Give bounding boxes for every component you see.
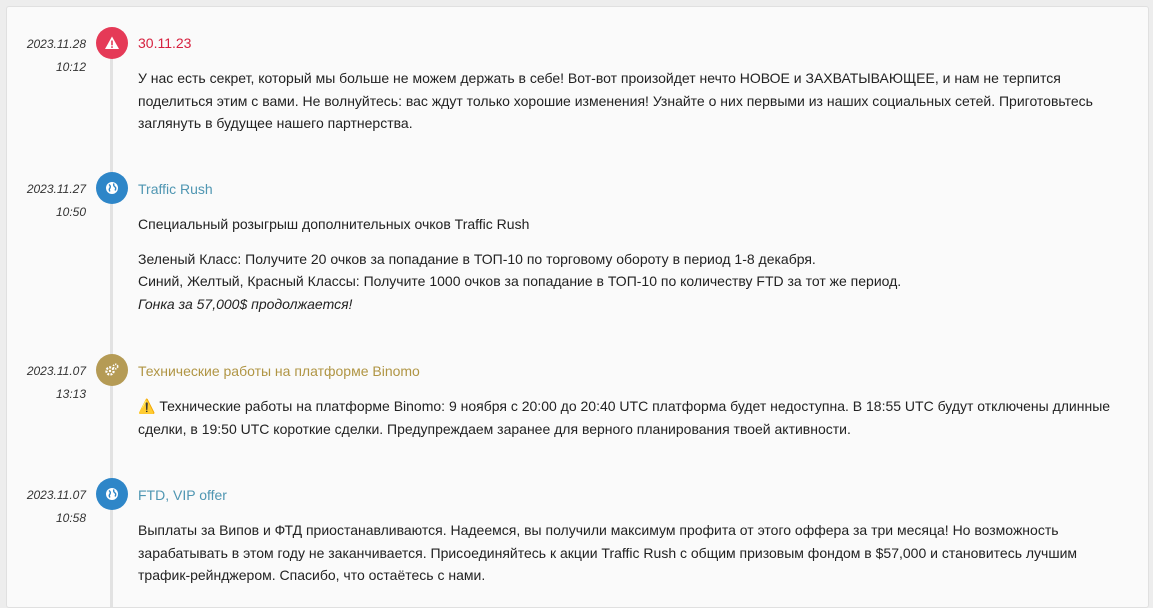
warning-icon [96, 27, 128, 59]
entry-paragraph: У нас есть секрет, который мы больше не можем держать в себе! Вот-вот произойдет нечто НОВОЕ и ЗАХВАТЫВАЮЩЕЕ, и нам не терпится поделиться этим с вами. Не волнуйтесь: вас ждут только хорошие изменения! Узнайте о них первыми из наших социальных сетей. Приготовьтесь заглянуть в будущее нашего партнерства. [138, 70, 1093, 131]
entry-body [138, 67, 1128, 135]
timeline-rail [110, 37, 113, 608]
entry-title: 30.11.23 [138, 35, 192, 51]
entry-body [138, 519, 1128, 587]
entry-paragraph-text: Технические работы на платформе Binomo: 9 ноября с 20:00 до 20:40 UTC платформа будет недоступна. В 18:55 UTC будут отключены длинные сделки, в 19:50 UTC короткие сделки. Предупреждаем заранее для верного планирования твоей активности. [138, 398, 1111, 437]
entry-title: FTD, VIP offer [138, 487, 227, 503]
entry-body [138, 213, 1128, 315]
entry-title: Traffic Rush [138, 181, 213, 197]
entry-paragraph: Выплаты за Випов и ФТД приостанавливаются. Надеемся, вы получили максимум профита от этого оффера за три месяца! Но возможность зарабатывать в этом году не заканчивается. Присоединяйтесь к акции Traffic Rush с общим призовым фондом в $57,000 и становитесь лучшим трафик-рейнджером. Спасибо, что остаётесь с нами. [138, 522, 1078, 583]
entry-paragraph: Гонка за 57,000$ продолжается! [138, 295, 353, 312]
entry-paragraph [138, 395, 1128, 440]
warning-emoji-icon: ⚠️ [138, 398, 156, 414]
entry-paragraph: Специальный розыгрыш дополнительных очков Traffic Rush [138, 216, 530, 232]
entry-date: 2023.11.27 [26, 182, 86, 196]
entry-date: 2023.11.07 [26, 488, 86, 502]
gears-icon [96, 354, 128, 386]
globe-icon [96, 172, 128, 204]
entry-body [138, 395, 1128, 440]
entry-paragraph: Зеленый Класс: Получите 20 очков за попадание в ТОП-10 по торговому обороту в период 1-8 декабря. [138, 250, 816, 267]
globe-icon [96, 478, 128, 510]
entry-time: 10:12 [55, 60, 86, 74]
entry-time: 10:58 [55, 511, 86, 525]
entry-time: 10:50 [55, 205, 86, 219]
entry-time: 13:13 [55, 387, 86, 401]
news-feed-panel [6, 6, 1149, 608]
entry-paragraph: Синий, Желтый, Красный Классы: Получите 1000 очков за попадание в ТОП-10 по количеству FTD за тот же период. [138, 273, 902, 289]
entry-date: 2023.11.07 [26, 364, 86, 378]
entry-date: 2023.11.28 [26, 37, 86, 51]
entry-title: Технические работы на платформе Binomo [138, 363, 420, 379]
